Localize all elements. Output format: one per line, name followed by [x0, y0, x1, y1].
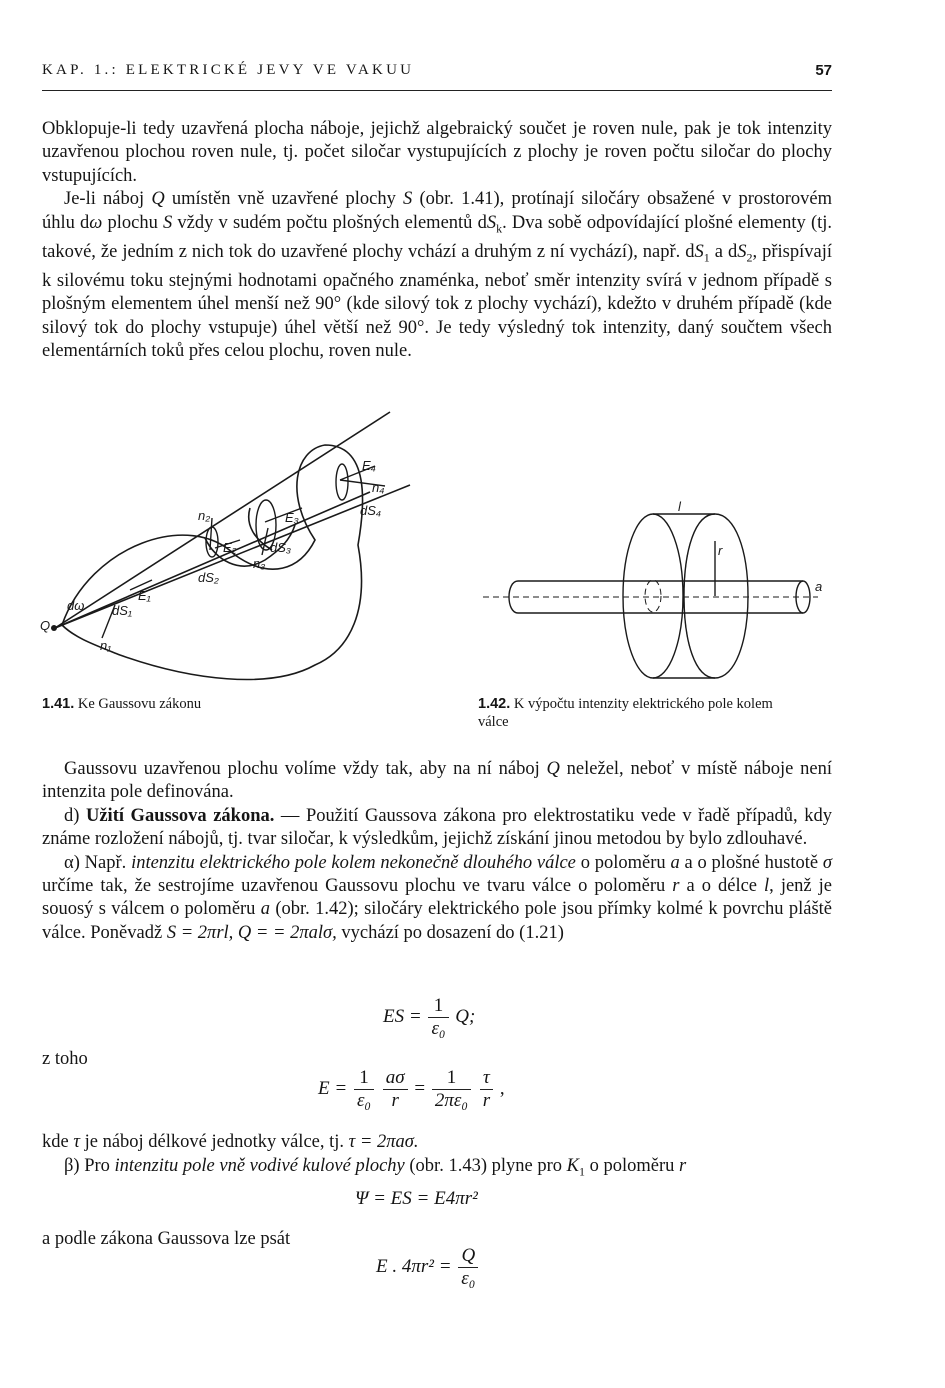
running-header — [42, 62, 832, 86]
label-e2: E₂ — [223, 540, 237, 555]
label-ds1: dS₁ — [112, 603, 133, 618]
paragraph-gauss-surface: Gaussovu uzavřenou plochu volíme vždy tak, aby na ní náboj Q neležel, neboť v místě náboje není intenzita pole definována. — [42, 759, 832, 803]
label-l: l — [678, 499, 681, 514]
label-e1: E₁ — [138, 588, 151, 603]
paragraph-closed-surface: Obklopuje-li tedy uzavřená plocha náboje, jejichž algebraický součet je roven nule, pak je tok intenzity uzavřenou plochou roven nule, tj. počet siločar vystupujících z plochy je roven počtu siločar do plochy vstupujících. — [42, 119, 832, 186]
label-e3: E₃ — [285, 510, 299, 525]
paragraph-charge-outside: Je-li náboj Q umístěn vně uzavřené plochy S (obr. 1.41), protínají siločáry obsažené v prostorovém úhlu dω plochu S vždy v sudém počtu plošných elementů $dS_k$. Dva sobě odpovídající plošné elementy (tj. takové, že jedním z nich tok do uzavřené plochy vchází a druhým z ní vychází), např. $dS_1$ a $dS_2$, přispívají k silovému toku stejnými hodnotami opačného znaménka, neboť směr intenzity svírá v jednom případě s plošným elementem úhel menší než 90° (kde silový tok z plochy vychází), kdežto v druhém případě (kde silový tok do plochy vstupuje) úhel větší než 90°. Je tedy výsledný tok intenzity, daný součtem všech elementárních toků přes celou plochu, roven nule. — [42, 189, 833, 362]
text-podle-gaussova: a podle zákona Gaussova lze psát — [42, 1229, 291, 1249]
label-domega: dω — [67, 598, 85, 613]
label-n1: n₁ — [100, 638, 112, 653]
equation-sphere: E . 4πr² = $\frac{Q}{\text{ε₀}}$ — [376, 1245, 480, 1290]
figure-cylinder — [478, 495, 838, 690]
equation-e-cylinder: E = $\frac{1}{\text{ε₀}}$ $\frac{a\sigma}{r}$ = $\frac{1}{\text{2πε₀}}$ $\frac{\tau}{r}$ , — [318, 1067, 505, 1111]
equation-flux: Ψ = ES = E4πr² — [355, 1188, 478, 1209]
label-ds4: dS₄ — [360, 503, 382, 518]
caption-fig-142: 1.42. K výpočtu intenzity elektrického pole kolem válce — [478, 696, 773, 730]
text-z-toho: z toho — [42, 1049, 88, 1069]
text-kde-tau: kde τ je náboj délkové jednotky válce, tj. τ = 2πaσ. — [42, 1132, 419, 1152]
label-e4: E₄ — [362, 458, 376, 473]
charge-point — [51, 625, 57, 631]
page-number: 57 — [815, 62, 832, 79]
text-block-middle — [42, 758, 832, 945]
label-n2: n₂ — [198, 508, 211, 523]
label-n3: n₃ — [253, 556, 266, 571]
paragraph-cylinder: α) Např. intenzitu elektrického pole kolem nekonečně dlouhého válce o poloměru a a o plošné hustotě σ určíme tak, že sestrojíme uzavřenou Gaussovu plochu ve tvaru válce o poloměru r a o délce l, jenž je souosý s válcem o poloměru a (obr. 1.42); siločáry elektrického pole jsou přímky kolmé k povrchu pláště válce. Poněvadž S = 2πrl, Q = = 2πalσ, vychází po dosazení do (1.21) — [42, 852, 833, 943]
header-rule — [42, 90, 832, 91]
running-title: KAP. 1.: ELEKTRICKÉ JEVY VE VAKUU — [42, 62, 415, 78]
text-block-top — [42, 118, 832, 363]
paragraph-gauss-usage: d) Užití Gaussova zákona. — Použití Gaussova zákona pro elektrostatiku vede v řadě případů, kdy známe rozložení nábojů, tj. tvar siločar, k výsledkům, jejichž získání jinou metodou by bylo zdlouhavé. — [42, 805, 832, 850]
label-ds3: dS₃ — [270, 540, 292, 555]
label-r: r — [718, 543, 723, 558]
text-beta: β) Pro intenzitu pole vně vodivé kulové plochy (obr. 1.43) plyne pro $K_1$ o poloměru r — [64, 1156, 687, 1179]
caption-fig-141: 1.41. Ke Gaussovu zákonu — [42, 696, 202, 712]
figure-gauss-law — [40, 400, 430, 690]
label-a: a — [815, 579, 823, 594]
label-ds2: dS₂ — [198, 570, 219, 585]
label-n4: n₄ — [372, 480, 385, 495]
equation-es: ES = $\frac{1}{\text{ε₀}}$ Q; — [383, 995, 476, 1039]
label-q: Q — [40, 618, 51, 633]
